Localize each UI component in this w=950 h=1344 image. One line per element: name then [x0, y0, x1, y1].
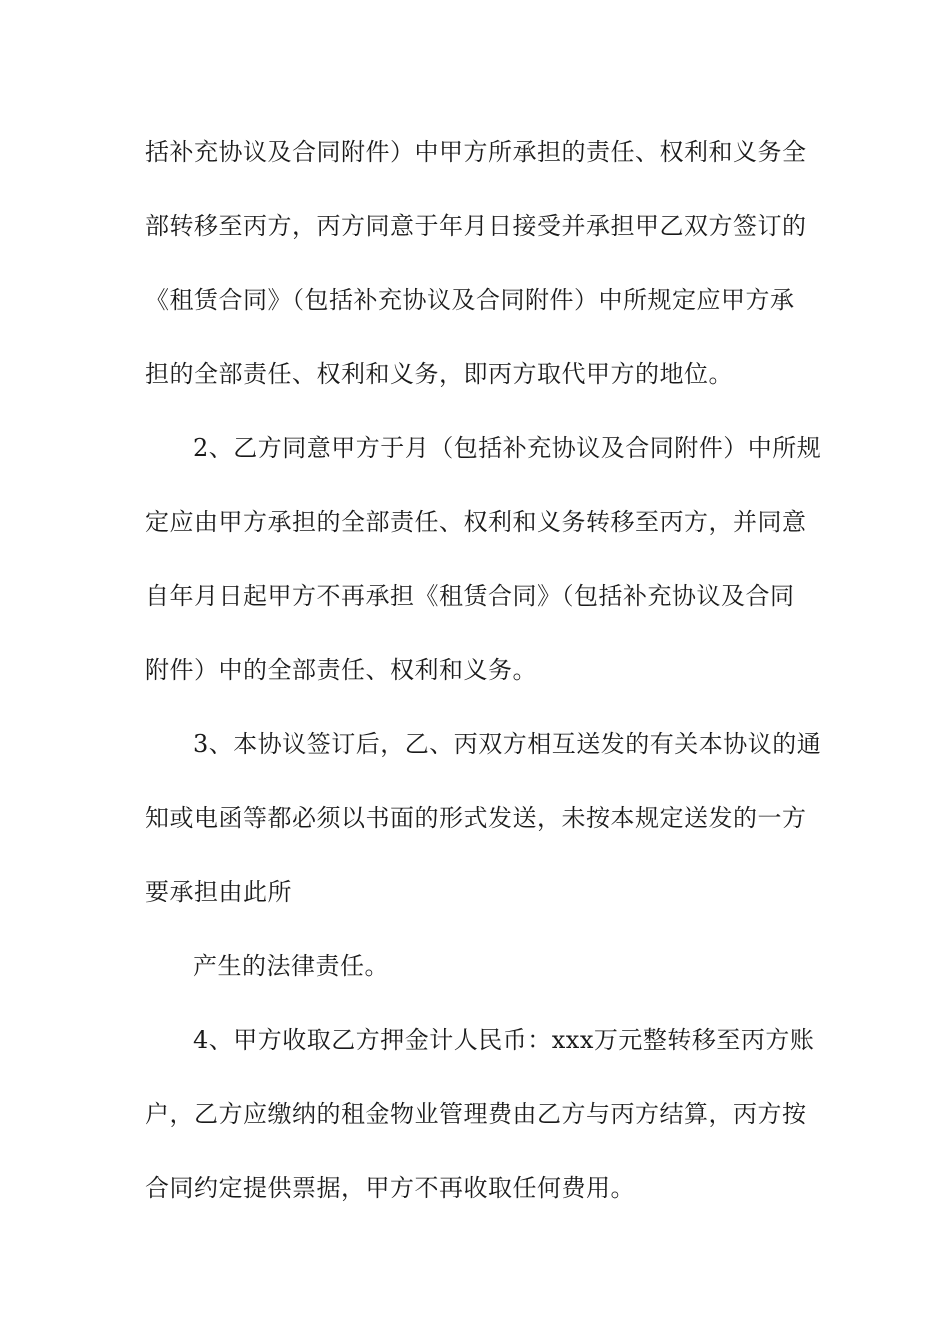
- text-line-1: 括补充协议及合同附件）中甲方所承担的责任、权利和义务全: [145, 138, 807, 166]
- text-line-4: 担的全部责任、权利和义务，即丙方取代甲方的地位。: [145, 360, 733, 388]
- text-line-3: 《租赁合同》（包括补充协议及合同附件）中所规定应甲方承: [145, 286, 795, 314]
- text-line-5: 2、乙方同意甲方于月（包括补充协议及合同附件）中所规: [193, 434, 822, 462]
- text-line-8: 附件）中的全部责任、权利和义务。: [145, 656, 537, 684]
- text-line-15: 合同约定提供票据，甲方不再收取任何费用。: [145, 1174, 635, 1202]
- text-line-6: 定应由甲方承担的全部责任、权利和义务转移至丙方，并同意: [145, 508, 807, 536]
- text-line-9: 3、本协议签订后，乙、丙双方相互送发的有关本协议的通: [193, 730, 822, 758]
- text-line-7: 自年月日起甲方不再承担《租赁合同》（包括补充协议及合同: [145, 582, 795, 610]
- text-line-2: 部转移至丙方，丙方同意于年月日接受并承担甲乙双方签订的: [145, 212, 807, 240]
- text-line-14: 户，乙方应缴纳的租金物业管理费由乙方与丙方结算，丙方按: [145, 1100, 807, 1128]
- text-line-11: 要承担由此所: [145, 878, 292, 906]
- text-line-12: 产生的法律责任。: [193, 952, 389, 980]
- text-line-10: 知或电函等都必须以书面的形式发送，未按本规定送发的一方: [145, 804, 807, 832]
- text-line-13: 4、甲方收取乙方押金计人民币：xxx万元整转移至丙方账: [193, 1026, 815, 1054]
